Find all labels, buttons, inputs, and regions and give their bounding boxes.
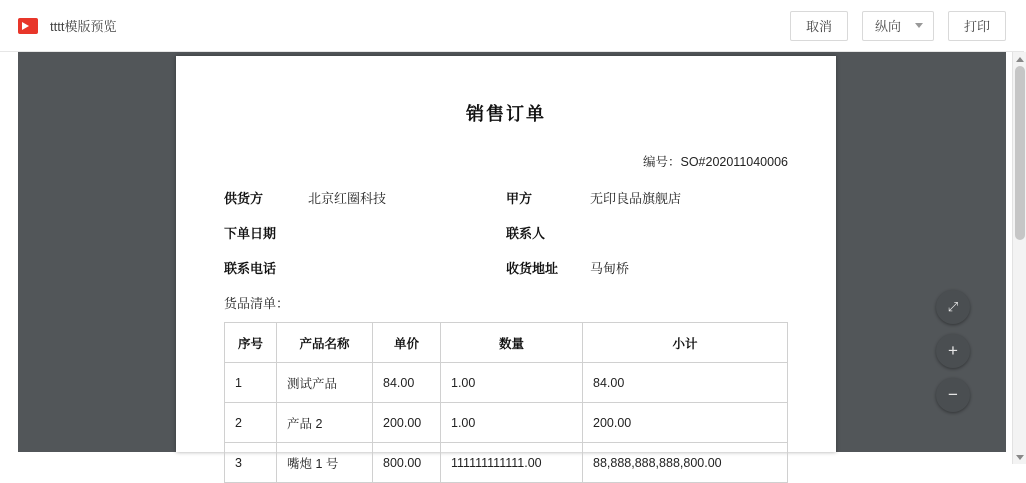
field-contact-person [506, 223, 788, 242]
preview-canvas[interactable] [18, 52, 1006, 471]
field-label: 供货方 [224, 191, 264, 206]
cell-product: 测试产品 [277, 363, 373, 403]
field-row [224, 258, 788, 277]
order-number: 编号：SO#202011040006 [642, 155, 788, 169]
column-header-product: 产品名称 [277, 323, 373, 363]
field-supplier [224, 188, 506, 207]
column-header-subtotal: 小计 [583, 323, 788, 363]
table-row [225, 443, 788, 483]
field-label: 下单日期 [224, 226, 277, 241]
field-row [224, 188, 788, 207]
orientation-select[interactable] [862, 11, 934, 41]
fit-to-page-button[interactable]: ⤢ [936, 290, 970, 324]
cell-subtotal: 84.00 [583, 363, 788, 403]
preview-area [0, 52, 1024, 471]
column-header-price: 单价 [373, 323, 441, 363]
table-row [225, 363, 788, 403]
field-value: 北京红圈科技 [308, 191, 387, 206]
field-row [224, 223, 788, 242]
cell-product: 嘴炮 1 号 [277, 443, 373, 483]
cell-quantity: 1.00 [441, 363, 583, 403]
zoom-controls [936, 290, 970, 412]
field-contact-phone [224, 258, 506, 277]
cell-price: 84.00 [373, 363, 441, 403]
cell-subtotal: 200.00 [583, 403, 788, 443]
cancel-button[interactable]: 取消 [790, 11, 848, 41]
cell-index: 1 [225, 363, 277, 403]
toolbar-right-group [790, 11, 1024, 41]
field-order-date [224, 223, 506, 242]
cell-index: 3 [225, 443, 277, 483]
items-table [224, 322, 788, 483]
chevron-down-icon [1016, 455, 1024, 460]
field-value: 无印良品旗舰店 [590, 191, 682, 206]
cell-quantity: 1.00 [441, 403, 583, 443]
cell-quantity: 111111111111.00 [441, 443, 583, 483]
cell-index: 2 [225, 403, 277, 443]
cell-product: 产品 2 [277, 403, 373, 443]
cell-price: 200.00 [373, 403, 441, 443]
chevron-down-icon [915, 23, 923, 28]
table-header-row [225, 323, 788, 363]
page-title: 销售订单 [466, 104, 546, 124]
cell-subtotal: 88,888,888,888,800.00 [583, 443, 788, 483]
scroll-down-button[interactable] [1013, 450, 1026, 464]
order-fields [224, 188, 788, 277]
document-page [176, 56, 836, 471]
chevron-up-icon [1016, 57, 1024, 62]
pdf-file-icon [18, 18, 38, 34]
field-shipping-address [506, 258, 788, 277]
table-row [225, 403, 788, 443]
print-button[interactable]: 打印 [948, 11, 1006, 41]
field-label: 联系电话 [224, 261, 277, 276]
column-header-index: 序号 [225, 323, 277, 363]
field-value: 马甸桥 [590, 261, 630, 276]
field-label: 联系人 [506, 226, 546, 241]
cell-price: 800.00 [373, 443, 441, 483]
document-title: tttt模版预览 [50, 19, 117, 34]
field-party-a [506, 188, 788, 207]
vertical-scrollbar[interactable] [1012, 52, 1026, 464]
top-toolbar [0, 0, 1024, 52]
scrollbar-thumb[interactable] [1015, 66, 1025, 240]
goods-list-caption: 货品清单： [224, 296, 290, 311]
scroll-up-button[interactable] [1013, 52, 1026, 66]
field-label: 甲方 [506, 191, 533, 206]
field-label: 收货地址 [506, 261, 559, 276]
toolbar-left-group [0, 16, 790, 35]
zoom-in-button[interactable]: + [936, 334, 970, 368]
column-header-quantity: 数量 [441, 323, 583, 363]
zoom-out-button[interactable]: − [936, 378, 970, 412]
orientation-value: 纵向 [875, 19, 902, 34]
